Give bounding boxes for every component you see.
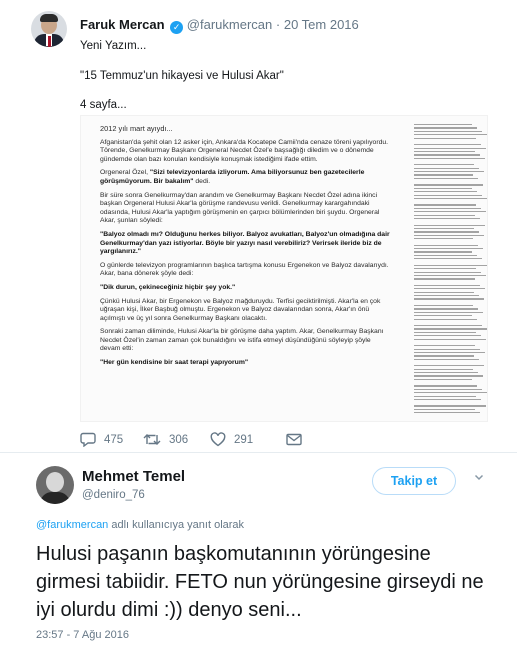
reply-icon <box>80 432 96 447</box>
thumbnail-text-line <box>414 412 480 413</box>
thumbnail-text-line <box>414 204 476 205</box>
verified-badge-icon: ✓ <box>170 21 183 34</box>
tweet-text-line-2: "15 Temmuz'un hikayesi ve Hulusi Akar" <box>80 70 284 82</box>
thumbnail-text-line <box>414 208 481 209</box>
thumbnail-text-line <box>414 312 483 313</box>
reply-author-name[interactable]: Mehmet Temel <box>82 468 186 485</box>
thumbnail-text-line <box>414 245 478 246</box>
retweet-icon <box>143 432 161 447</box>
thumbnail-text-line <box>414 399 481 400</box>
document-quote-dik-durun-text: "Dik durun, çekineceğiniz hiçbir şey yok." <box>100 283 236 291</box>
thumbnail-text-line <box>414 325 482 326</box>
thumbnail-text-line <box>414 339 486 340</box>
reply-tweet-text: Hulusi paşanın başkomutanının yörüngesine girmesi tabiidir. FETO nun yörüngesine girseydi ne iyi olurdu dimi :)) denyo seni... <box>36 543 484 621</box>
thumbnail-text-line <box>414 292 474 293</box>
thumbnail-text-line <box>414 148 486 149</box>
thumbnail-text-line <box>414 124 472 125</box>
thumbnail-text-line <box>414 215 475 216</box>
retweet-count: 306 <box>169 433 189 446</box>
thumbnail-text-line <box>414 365 484 366</box>
thumbnail-text-line <box>414 178 478 179</box>
thumbnail-text-line <box>414 265 487 266</box>
reply-timestamp[interactable]: 23:57 - 7 Ağu 2016 <box>36 629 129 641</box>
header-separator: · <box>275 17 281 32</box>
tweet-date[interactable]: 20 Tem 2016 <box>283 17 359 32</box>
thumbnail-text-line <box>414 298 484 299</box>
thumbnail-text-line <box>414 251 472 252</box>
thumbnail-text-line <box>414 375 483 376</box>
thumbnail-text-line <box>414 211 486 212</box>
thumbnail-text-line <box>414 134 487 135</box>
document-paragraph-3: Bir süre sonra Genelkurmay'dan arandım ve Genelkurmay Başkanı Necdet Özel adına ikinci başkan Orgeneral Hulusi Akar'la görüşme randevusu verildi. Genelkurmay karargahındaki odasında, Hulusi Akar'la yaptığım görüşmenin en çarpıcı bölümlerinden biri şuydu. Orgeneral Akar, şunları söyledi: <box>100 191 380 225</box>
thumbnail-text-line <box>414 359 479 360</box>
thumbnail-text-line <box>414 255 477 256</box>
thumbnail-text-line <box>414 389 482 390</box>
thumbnail-text-line <box>414 328 487 329</box>
thumbnail-text-line <box>414 191 477 192</box>
avatar-face-shape <box>46 472 64 492</box>
thumbnail-text-line <box>414 285 480 286</box>
like-action[interactable] <box>210 432 253 447</box>
thumbnail-text-line <box>414 225 485 226</box>
thumbnail-text-line <box>414 369 473 370</box>
thumbnail-text-line <box>414 332 476 333</box>
thumbnail-text-line <box>414 272 481 273</box>
tweet-header <box>80 17 359 34</box>
thumbnail-text-line <box>414 396 476 397</box>
thumbnail-text-line <box>414 248 483 249</box>
attached-document-image[interactable] <box>80 115 488 422</box>
document-quote-terapi <box>100 359 390 368</box>
document-paragraph-7: Çünkü Hulusi Akar, bir Ergenekon ve Balyoz mağduruydu. Terfisi geciktirilmişti. Akar'la en çok uğraşan kişi, İlker Başbuğ olmuştu. Ergenekon ve Balyoz davalarından sonra, Akar'ın önü açılmıştı ve üç yıl sonra Genelkurmay Başkanı olacaktı. <box>100 297 381 322</box>
document-quote-dik-durun <box>100 284 390 293</box>
thumbnail-text-line <box>414 154 480 155</box>
thumbnail-text-line <box>414 171 484 172</box>
thumbnail-text-line <box>414 228 474 229</box>
thumbnail-text-line <box>414 174 473 175</box>
thumbnail-text-line <box>414 372 478 373</box>
document-date: 2012 yılı mart ayıydı... <box>100 124 173 133</box>
heart-icon <box>210 432 226 447</box>
document-paragraph-2-end: dedi. <box>195 177 211 185</box>
document-paragraph-2-start: Orgeneral Özel, <box>100 169 148 177</box>
thumbnail-text-line <box>414 184 483 185</box>
document-paragraph-8: Sonraki zaman diliminde, Hulusi Akar'la bir görüşme daha yaptım. Akar, Genelkurmay Başkanı Necdet Özel'in zaman zaman çok bunaldığını ve istifa etmeyi düşündüğünü söyleyip şöyle devam etti: <box>100 328 384 353</box>
thumbnail-text-line <box>414 188 472 189</box>
thumbnail-text-line <box>414 409 475 410</box>
thumbnail-text-line <box>414 195 482 196</box>
document-quote-terapi-text: "Her gün kendisine bir saat terapi yapıyorum" <box>100 359 249 367</box>
replying-to-suffix: adlı kullanıcıya yanıt olarak <box>108 519 245 531</box>
reply-author-handle[interactable]: @deniro_76 <box>82 489 145 501</box>
chevron-down-icon[interactable] <box>474 472 484 482</box>
thumbnail-text-line <box>414 238 473 239</box>
thumbnail-text-line <box>414 278 475 279</box>
thumbnail-text-line <box>414 385 477 386</box>
thumbnail-text-line <box>414 352 485 353</box>
thumbnail-text-line <box>414 144 481 145</box>
document-paragraph-2 <box>100 169 390 186</box>
thumbnail-text-line <box>414 275 486 276</box>
avatar-shoulders-shape <box>40 492 70 504</box>
thumbnail-text-line <box>414 164 474 165</box>
thumbnail-text-line <box>414 392 487 393</box>
thumbnail-text-line <box>414 231 479 232</box>
avatar-tie-shape <box>48 36 51 47</box>
author-name[interactable]: Faruk Mercan <box>80 17 165 32</box>
reply-author-avatar[interactable] <box>36 466 74 504</box>
thumbnail-text-line <box>414 198 487 199</box>
thumbnail-text-line <box>414 319 477 320</box>
thumbnail-text-line <box>414 168 479 169</box>
thumbnail-text-line <box>414 288 485 289</box>
thumbnail-text-line <box>414 235 484 236</box>
document-paragraph-1: Afganistan'da şehit olan 12 asker için, Ankara'da Kocatepe Camii'nda cenaze töreni yapılıyordu. Törende, Genelkurmay Başkanı Orgeneral Necdet Özel'e başsağlığı diledim ve o dönemde gündemde olan bazı konuları kendisiyle konuşmak istediğimi ifade ettim. <box>100 138 389 163</box>
document-paragraph-5: O günlerde televizyon programlarının başlıca tartışma konusu Ergenekon ve Balyoz davalarıydı. Akar, bana dönerek şöyle dedi: <box>100 261 389 278</box>
document-quote-balyoz-text: "Balyoz olmadı mı? Olduğunu herkes biliyor. Balyoz avukatları, Balyoz'un olmadığına dair Genelkurmay'dan yazı istiyorlar. Böyle bir yazıyı nasıl verebiliriz? Verirsek ileride biz de yargılanırız." <box>100 230 390 256</box>
author-handle[interactable]: @farukmercan <box>186 17 273 32</box>
reply-action[interactable] <box>80 432 123 447</box>
author-avatar[interactable] <box>31 11 67 47</box>
document-quote-balyoz <box>100 231 390 257</box>
thumbnail-text-line <box>414 379 472 380</box>
retweet-action[interactable] <box>143 432 188 447</box>
thumbnail-text-line <box>414 355 474 356</box>
like-count: 291 <box>234 433 254 446</box>
avatar-hair-shape <box>40 14 58 22</box>
document-page <box>100 125 390 373</box>
thumbnail-text-line <box>414 345 475 346</box>
thumbnail-text-line <box>414 151 475 152</box>
replying-to-handle[interactable]: @farukmercan <box>36 519 109 531</box>
tweet-divider <box>0 452 517 453</box>
direct-message-action[interactable] <box>286 432 310 447</box>
thumbnail-text-line <box>414 158 485 159</box>
thumbnail-text-line <box>414 127 477 128</box>
thumbnail-text-line <box>414 305 473 306</box>
replying-to-line <box>36 519 244 531</box>
thumbnail-text-line <box>414 308 478 309</box>
thumbnail-text-line <box>414 405 486 406</box>
tweet-text-line-3: 4 sayfa... <box>80 99 127 111</box>
thumbnail-text-line <box>414 258 482 259</box>
thumbnail-text-line <box>414 315 472 316</box>
thumbnail-text-line <box>414 349 480 350</box>
thumbnail-text-line <box>414 335 481 336</box>
thumbnail-text-line <box>414 131 482 132</box>
follow-button[interactable]: Takip et <box>372 467 456 495</box>
thumbnail-text-line <box>414 138 476 139</box>
thumbnail-text-line <box>414 218 480 219</box>
tweet-text-line-1: Yeni Yazım... <box>80 40 147 52</box>
envelope-icon <box>286 432 302 447</box>
reply-count: 475 <box>104 433 124 446</box>
thumbnail-text-line <box>414 295 479 296</box>
thumbnail-text-line <box>414 268 476 269</box>
document-page-thumbnail <box>410 116 487 421</box>
document-quote-ozel: "Sizi televizyonlarda izliyorum. Ama biliyorsunuz ben gazetecilerle görüşmüyorum. Bir bakalım" <box>100 169 365 185</box>
